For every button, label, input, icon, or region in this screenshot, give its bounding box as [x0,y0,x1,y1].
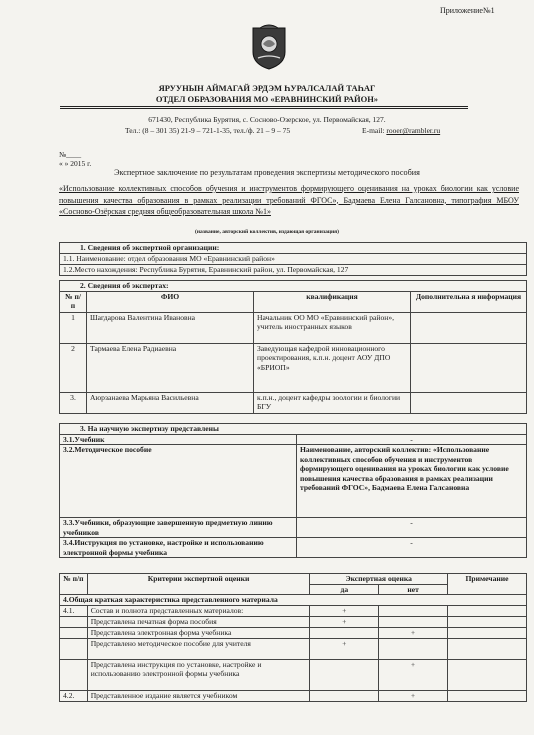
cell-yes [310,690,379,701]
cell-no [379,638,448,659]
table-row [60,616,527,627]
cell-num [60,638,88,659]
col-header-extra: Дополнительна я информация [411,291,527,312]
col-header-name: ФИО [87,291,254,312]
cell-num [60,627,88,638]
cell-num [60,659,88,690]
crit-header-yes: да [310,584,379,595]
intro-caption: (название, авторский коллектив, издающая организация) [195,229,339,235]
cell-note [447,659,526,690]
intro-text: «Использование коллективных способов обучения и инструментов формирующего оценивания на уроках биологии как условие повышения качества образования в рамках реализации требований ФГОС», Бадмаева Елена Галсановна, типография МБОУ «Сосново-Озёрская средняя общеобразовательная школа №1» [59,184,519,216]
table-row [60,605,527,616]
cell-criterion: Представлено методическое пособие для учителя [87,638,310,659]
crit-header-eval: Экспертная оценка [310,574,448,585]
cell-no: + [379,690,448,701]
cell-criterion: Состав и полнота представленных материалов: [87,605,310,616]
table-row [60,312,527,343]
section1-table [59,242,527,276]
cell-note [447,616,526,627]
cell-num: 1 [60,312,87,343]
cell-yes: + [310,605,379,616]
section3-manual-value: Наименование, авторский коллектив: «Использование коллективных способов обучения и инструментов формирующего оценивания на уроках биологии как условие повышения качества образования в рамках реализации требований ФГОС», Бадмаева Елена Галсановна [300,445,509,492]
cell-note [447,690,526,701]
cell-note [447,627,526,638]
section3-row-value: - [297,518,527,538]
org-name-russian: ОТДЕЛ ОБРАЗОВАНИЯ МО «ЕРАВНИНСКИЙ РАЙОН» [155,94,379,104]
cell-no [379,605,448,616]
cell-qual: к.п.н., доцент кафедры зоологии и биологии БГУ [254,392,411,413]
table-row [60,638,527,659]
section3-row-value: - [297,538,527,558]
cell-criterion: Представленное издание является учебником [87,690,310,701]
cell-no: + [379,659,448,690]
org-email [362,126,440,135]
crit-header-criteria: Критерии экспертной оценки [87,574,310,595]
cell-name: Аюрзанаева Марьяна Васильевна [87,392,254,413]
cell-num: 2 [60,343,87,392]
crit-header-no: нет [379,584,448,595]
section3-row-value: - [297,434,527,445]
email-link[interactable]: rooer@rambler.ru [386,126,441,135]
table-row [60,659,527,690]
doc-title: Экспертное заключение по результатам проведения экспертизы методического пособия [114,168,420,177]
header-divider [60,106,468,107]
cell-criterion: Представлена печатная форма пособия [87,616,310,627]
cell-yes: + [310,616,379,627]
cell-name: Шагдарова Валентина Ивановна [87,312,254,343]
cell-num [60,616,88,627]
section1-row1: 1.1. Наименование: отдел образования МО «Еравнинский район» [60,254,527,265]
section3-row-value [297,445,527,518]
org-address: 671430, Республика Бурятия, с. Сосново-Озерское, ул. Первомайская, 127. [148,115,386,124]
doc-intro [59,183,519,218]
doc-number: №____ [59,150,82,159]
section1-title: 1. Сведения об экспертной организации: [60,243,527,254]
email-label: E-mail: [362,126,385,135]
table-row [60,343,527,392]
cell-name: Тармаева Елена Радиаевна [87,343,254,392]
org-phone: Тел.: (8 – 301 35) 21-9 – 721-1-35, тел./ф. 21 – 9 – 75 [125,126,291,135]
section4-title: 4.Общая краткая характеристика представленного материала [60,595,527,606]
table-row [60,627,527,638]
appendix-label: Приложение№1 [440,6,495,15]
doc-date: « » 2015 г. [59,159,92,168]
cell-extra [411,343,527,392]
cell-yes: + [310,638,379,659]
section3-row-label: 3.3.Учебники, образующие завершенную предметную линию учебников [60,518,297,538]
org-name-buryat: ЯРУУНЫН АЙМАГАЙ ЭРДЭМ ҺУРАЛСАЛАЙ ТАҺАГ [158,83,376,93]
col-header-qual: квалификация [254,291,411,312]
section1-row2: 1.2.Место нахождения: Республика Бурятия, Еравнинский район, ул. Первомайская, 127 [60,265,527,276]
section3-title: 3. На научную экспертизу представлены [60,424,527,435]
col-header-num: № п/п [60,291,87,312]
cell-criterion: Представлена электронная форма учебника [87,627,310,638]
section3-row-label: 3.4.Инструкция по установке, настройке и использованию электронной формы учебника [60,538,297,558]
cell-num: 4.1. [60,605,88,616]
cell-extra [411,312,527,343]
table-row [60,392,527,413]
section3-row-label: 3.1.Учебник [60,434,297,445]
section3-row-label: 3.2.Методическое пособие [60,445,297,518]
cell-num: 3. [60,392,87,413]
section3-table [59,423,527,558]
cell-criterion: Представлена инструкция по установке, настройке и использованию электронной формы учебника [87,659,310,690]
section2-table [59,280,527,414]
crit-header-note: Примечание [447,574,526,595]
cell-yes [310,659,379,690]
crit-header-num: № п/п [60,574,88,595]
table-row [60,690,527,701]
cell-note [447,638,526,659]
cell-extra [411,392,527,413]
cell-num: 4.2. [60,690,88,701]
section2-title: 2. Сведения об экспертах: [60,281,527,292]
cell-note [447,605,526,616]
header-divider-thin [60,108,468,109]
coat-of-arms-emblem [250,24,288,70]
cell-qual: Начальник ОО МО «Еравнинский район», учитель иностранных языков [254,312,411,343]
cell-no: + [379,627,448,638]
criteria-table [59,573,527,702]
cell-qual: Заведующая кафедрой инновационного проектирования, к.п.н. доцент АОУ ДПО «БРИОП» [254,343,411,392]
cell-no [379,616,448,627]
cell-yes [310,627,379,638]
